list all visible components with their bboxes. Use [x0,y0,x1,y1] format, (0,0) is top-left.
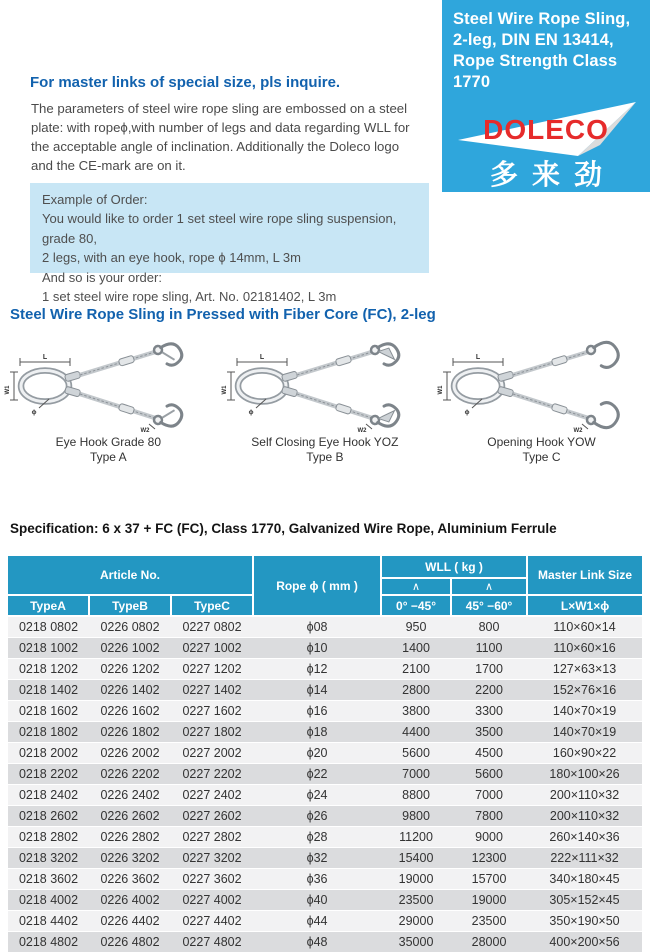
cell-rope-dia: ϕ48 [253,932,381,952]
cell-type-c: 0227 2602 [171,806,253,827]
cell-wll-45-60: 23500 [451,911,527,932]
diagram-type-label: Type A [0,450,217,465]
cell-type-c: 0227 2002 [171,743,253,764]
cell-type-a: 0218 1202 [8,659,89,680]
table-row [8,806,642,827]
cell-rope-dia: ϕ44 [253,911,381,932]
diagram-caption [217,435,434,464]
cell-master-link-size: 222×111×32 [527,848,642,869]
cell-wll-0-45: 3800 [381,701,451,722]
cell-wll-45-60: 12300 [451,848,527,869]
diagram-type-b [217,332,434,466]
cell-rope-dia: ϕ40 [253,890,381,911]
cell-type-a: 0218 4002 [8,890,89,911]
table-row [8,785,642,806]
order-example-line: You would like to order 1 set steel wire rope sling suspension, grade 80, [42,209,417,248]
table-row [8,869,642,890]
header-angle-0-45: 0° −45° [381,595,451,616]
intro-paragraph-line: the acceptable angle of inclination. Additionally the Doleco logo [31,137,441,156]
cell-type-a: 0218 3202 [8,848,89,869]
table-row [8,680,642,701]
cell-wll-0-45: 35000 [381,932,451,952]
table-row [8,743,642,764]
order-example-line: And so is your order: [42,268,417,287]
cell-wll-0-45: 950 [381,616,451,638]
table-row [8,638,642,659]
cell-master-link-size: 160×90×22 [527,743,642,764]
cell-wll-0-45: 15400 [381,848,451,869]
cell-type-a: 0218 2202 [8,764,89,785]
cell-master-link-size: 140×70×19 [527,701,642,722]
svg-text:ϕ: ϕ [465,409,470,416]
spec-table-body [8,616,642,952]
svg-text:L: L [260,354,265,361]
cell-master-link-size: 110×60×16 [527,638,642,659]
cell-wll-45-60: 1700 [451,659,527,680]
cell-wll-0-45: 23500 [381,890,451,911]
diagram-type-label: Type B [217,450,434,465]
product-title-box [442,0,650,192]
table-row [8,701,642,722]
header-type-c: TypeC [171,595,253,616]
header-master-link-size: Master Link Size [527,556,642,595]
cell-type-a: 0218 1602 [8,701,89,722]
cell-wll-0-45: 4400 [381,722,451,743]
product-title-line-3: Rope Strength Class [453,51,639,72]
cell-type-c: 0227 2402 [171,785,253,806]
diagram-caption-text: Eye Hook Grade 80 [0,435,217,450]
svg-text:W2: W2 [574,428,584,434]
order-example-line: 1 set steel wire rope sling, Art. No. 02181402, L 3m [42,287,417,306]
table-header [8,556,642,616]
cell-wll-0-45: 8800 [381,785,451,806]
cell-rope-dia: ϕ22 [253,764,381,785]
cell-rope-dia: ϕ20 [253,743,381,764]
cell-type-c: 0227 0802 [171,616,253,638]
order-example-line: Example of Order: [42,190,417,209]
cell-type-b: 0226 1802 [89,722,171,743]
cell-rope-dia: ϕ16 [253,701,381,722]
cell-type-b: 0226 2402 [89,785,171,806]
cell-rope-dia: ϕ36 [253,869,381,890]
header-article-no: Article No. [8,556,253,595]
cell-type-a: 0218 0802 [8,616,89,638]
cell-wll-0-45: 19000 [381,869,451,890]
cell-master-link-size: 400×200×56 [527,932,642,952]
intro-paragraph-line: The parameters of steel wire rope sling are embossed on a steel [31,99,441,118]
diagram-caption [0,435,217,464]
table-row [8,722,642,743]
intro-paragraph-line: and the CE-mark are on it. [31,156,441,175]
table-row [8,848,642,869]
cell-type-b: 0226 2802 [89,827,171,848]
cell-type-a: 0218 2402 [8,785,89,806]
cell-type-b: 0226 1602 [89,701,171,722]
cell-master-link-size: 180×100×26 [527,764,642,785]
cell-master-link-size: 200×110×32 [527,806,642,827]
cell-wll-45-60: 800 [451,616,527,638]
svg-text:ϕ: ϕ [248,409,253,416]
svg-text:W2: W2 [141,428,151,434]
product-title-line-4: 1770 [453,72,639,93]
cell-type-c: 0227 1002 [171,638,253,659]
svg-text:W1: W1 [222,385,228,395]
angle-icon: ∧ [451,578,527,595]
cell-master-link-size: 350×190×50 [527,911,642,932]
cell-rope-dia: ϕ32 [253,848,381,869]
svg-text:L: L [476,354,481,361]
table-row [8,659,642,680]
order-example-box [30,183,429,273]
cell-type-b: 0226 1202 [89,659,171,680]
cell-type-b: 0226 3202 [89,848,171,869]
specification-table [8,556,642,952]
cell-wll-45-60: 7000 [451,785,527,806]
svg-text:W1: W1 [438,385,444,395]
cell-wll-45-60: 3500 [451,722,527,743]
cell-master-link-size: 200×110×32 [527,785,642,806]
cell-wll-0-45: 7000 [381,764,451,785]
cell-type-b: 0226 0802 [89,616,171,638]
diagram-caption-text: Opening Hook YOW [433,435,650,450]
cell-wll-45-60: 15700 [451,869,527,890]
doleco-logo-text: DOLECO [450,114,642,146]
intro-paragraph-line: plate: with ropeϕ,with number of legs and data regarding WLL for [31,118,441,137]
cell-rope-dia: ϕ26 [253,806,381,827]
svg-text:W1: W1 [5,385,11,395]
cell-type-b: 0226 2002 [89,743,171,764]
diagram-caption [433,435,650,464]
cell-type-a: 0218 1802 [8,722,89,743]
cell-wll-45-60: 19000 [451,890,527,911]
cell-type-a: 0218 2802 [8,827,89,848]
cell-rope-dia: ϕ12 [253,659,381,680]
cell-wll-0-45: 2800 [381,680,451,701]
cell-master-link-size: 152×76×16 [527,680,642,701]
angle-icon: ∧ [381,578,451,595]
svg-text:ϕ: ϕ [32,409,37,416]
cell-type-a: 0218 3602 [8,869,89,890]
cell-type-b: 0226 1402 [89,680,171,701]
cell-type-c: 0227 1802 [171,722,253,743]
cell-type-c: 0227 4402 [171,911,253,932]
cell-type-a: 0218 1002 [8,638,89,659]
cell-wll-45-60: 5600 [451,764,527,785]
cell-rope-dia: ϕ10 [253,638,381,659]
cell-type-a: 0218 4402 [8,911,89,932]
table-row [8,890,642,911]
header-rope-diameter: Rope ϕ ( mm ) [253,556,381,616]
table-row [8,616,642,638]
diagram-type-a [0,332,217,466]
cell-type-b: 0226 4002 [89,890,171,911]
cell-rope-dia: ϕ28 [253,827,381,848]
table-row [8,932,642,952]
cell-type-a: 0218 2002 [8,743,89,764]
diagram-type-c [433,332,650,466]
header-type-b: TypeB [89,595,171,616]
order-example-line: 2 legs, with an eye hook, rope ϕ 14mm, L 3m [42,248,417,267]
cell-master-link-size: 140×70×19 [527,722,642,743]
cell-wll-45-60: 28000 [451,932,527,952]
cell-wll-45-60: 9000 [451,827,527,848]
cell-type-a: 0218 2602 [8,806,89,827]
cell-rope-dia: ϕ24 [253,785,381,806]
cell-type-b: 0226 1002 [89,638,171,659]
header-wll: WLL ( kg ) [381,556,527,578]
sling-drawing-icon [436,332,646,434]
cell-type-b: 0226 2602 [89,806,171,827]
cell-wll-45-60: 4500 [451,743,527,764]
section-heading: Steel Wire Rope Sling in Pressed with Fiber Core (FC), 2-leg [10,306,436,323]
diagram-caption-text: Self Closing Eye Hook YOZ [217,435,434,450]
specification-line: Specification: 6 x 37 + FC (FC), Class 1770, Galvanized Wire Rope, Aluminium Ferrule [10,521,557,536]
cell-type-c: 0227 1202 [171,659,253,680]
cell-rope-dia: ϕ18 [253,722,381,743]
cell-wll-45-60: 7800 [451,806,527,827]
cell-type-c: 0227 1402 [171,680,253,701]
cell-rope-dia: ϕ14 [253,680,381,701]
cell-wll-0-45: 5600 [381,743,451,764]
cell-wll-45-60: 3300 [451,701,527,722]
cell-wll-0-45: 29000 [381,911,451,932]
cell-master-link-size: 110×60×14 [527,616,642,638]
cell-master-link-size: 340×180×45 [527,869,642,890]
cell-type-c: 0227 2202 [171,764,253,785]
cell-wll-0-45: 9800 [381,806,451,827]
svg-text:L: L [43,354,48,361]
sling-drawing-icon [3,332,213,434]
doleco-logo-chinese: 多来劲 [442,153,650,193]
cell-type-c: 0227 2802 [171,827,253,848]
cell-wll-45-60: 1100 [451,638,527,659]
sling-diagrams [0,332,650,466]
cell-type-b: 0226 4402 [89,911,171,932]
cell-wll-0-45: 1400 [381,638,451,659]
cell-type-c: 0227 4002 [171,890,253,911]
cell-master-link-size: 260×140×36 [527,827,642,848]
cell-rope-dia: ϕ08 [253,616,381,638]
cell-wll-45-60: 2200 [451,680,527,701]
table-row [8,827,642,848]
header-master-dims: L×W1×ϕ [527,595,642,616]
inquire-note: For master links of special size, pls inquire. [30,74,340,91]
table-row [8,764,642,785]
cell-type-c: 0227 1602 [171,701,253,722]
header-angle-45-60: 45° −60° [451,595,527,616]
diagram-type-label: Type C [433,450,650,465]
cell-master-link-size: 127×63×13 [527,659,642,680]
cell-type-b: 0226 3602 [89,869,171,890]
cell-type-a: 0218 4802 [8,932,89,952]
cell-wll-0-45: 11200 [381,827,451,848]
cell-master-link-size: 305×152×45 [527,890,642,911]
cell-wll-0-45: 2100 [381,659,451,680]
cell-type-b: 0226 2202 [89,764,171,785]
sling-drawing-icon [220,332,430,434]
cell-type-a: 0218 1402 [8,680,89,701]
intro-paragraph [31,99,441,175]
cell-type-c: 0227 3602 [171,869,253,890]
cell-type-c: 0227 3202 [171,848,253,869]
cell-type-c: 0227 4802 [171,932,253,952]
product-title-line-1: Steel Wire Rope Sling, [453,9,639,30]
doleco-logo [450,98,642,158]
product-title-line-2: 2-leg, DIN EN 13414, [453,30,639,51]
header-type-a: TypeA [8,595,89,616]
table-row [8,911,642,932]
cell-type-b: 0226 4802 [89,932,171,952]
svg-text:W2: W2 [357,428,367,434]
